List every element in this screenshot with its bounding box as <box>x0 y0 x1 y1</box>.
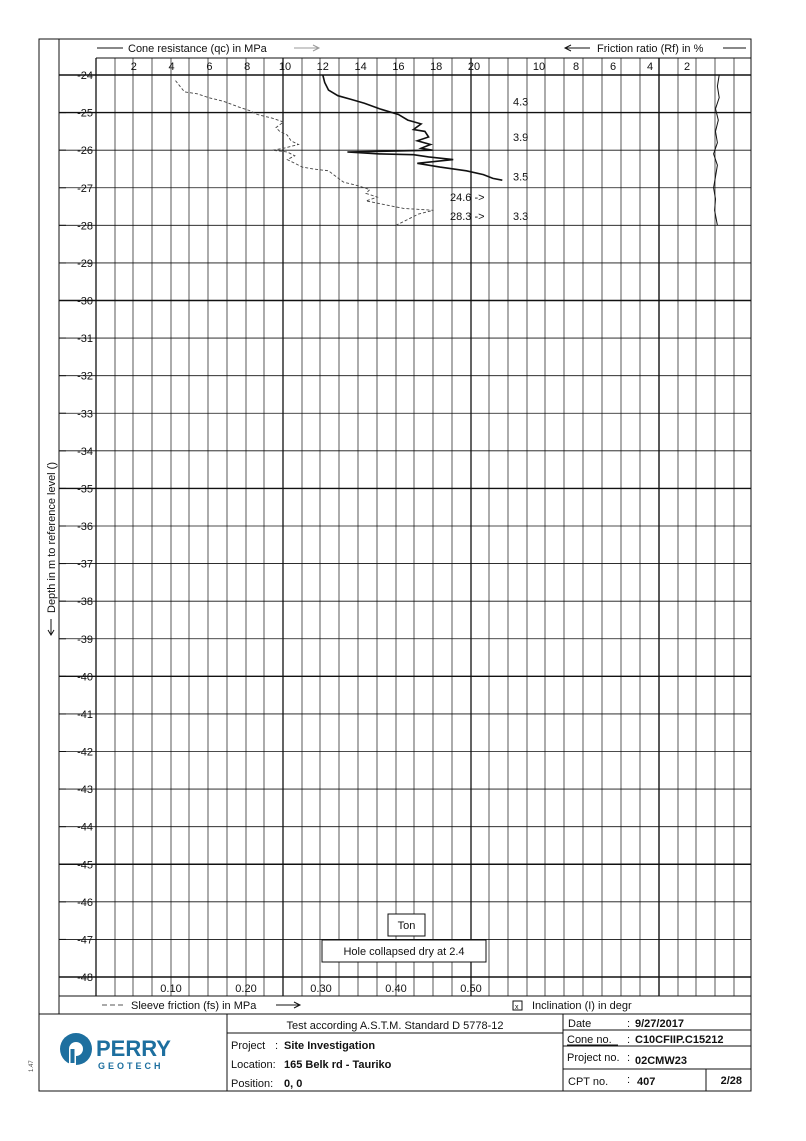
cpt-colon: : <box>627 1074 631 1086</box>
depth-tick-label: -30 <box>77 295 93 308</box>
rf-value-label: 3.3 <box>513 210 529 223</box>
location-label: Location: <box>231 1059 276 1071</box>
project-label: Project <box>231 1040 266 1052</box>
date-label: Date <box>568 1018 592 1030</box>
rf-tick-label: 4 <box>646 61 654 73</box>
qc-tick-label: 4 <box>168 61 175 73</box>
standard-text: Test according A.S.T.M. Standard D 5778-12 <box>286 1020 504 1032</box>
rf-value-label: 3.5 <box>513 171 529 184</box>
qc-tick-label: 14 <box>354 61 367 73</box>
cone-value: C10CFIIP.C15212 <box>635 1034 724 1046</box>
ton-label: Ton <box>397 920 416 932</box>
qc-tick-label: 6 <box>206 61 213 73</box>
position-label: Position: <box>231 1078 274 1090</box>
position-value: 0, 0 <box>284 1078 303 1090</box>
chart-frame <box>59 39 751 1014</box>
qc-offscale-label: 28.3 -> <box>450 210 485 223</box>
depth-tick-label: -45 <box>77 859 93 872</box>
depth-tick-label: -42 <box>77 746 93 759</box>
qc-tick-label: 10 <box>278 61 292 73</box>
qc-offscale-label: 24.6 -> <box>450 192 485 205</box>
fs-axis-title: Sleeve friction (fs) in MPa <box>131 1000 257 1012</box>
depth-tick-label: -24 <box>77 70 93 82</box>
depth-tick-label: -39 <box>77 633 93 646</box>
date-colon: : <box>627 1018 631 1030</box>
projno-value: 02CMW23 <box>635 1055 687 1067</box>
depth-tick-label: -31 <box>77 333 93 346</box>
depth-tick-label: -26 <box>77 145 93 158</box>
fs-tick-label: 0.10 <box>160 983 182 995</box>
depth-axis-title-group <box>46 462 58 635</box>
depth-axis-title: Depth in m to reference level () <box>46 461 58 613</box>
rf-tick-label: 2 <box>683 61 691 73</box>
depth-tick-label: -43 <box>77 784 93 797</box>
projno-label: Project no. <box>567 1052 620 1064</box>
depth-tick-label: -44 <box>77 821 93 834</box>
project-value: Site Investigation <box>284 1040 376 1052</box>
depth-tick-label: -25 <box>77 107 93 120</box>
depth-tick-label: -27 <box>77 182 93 195</box>
depth-tick-label: -46 <box>77 896 93 909</box>
depth-tick-label: -34 <box>77 445 93 458</box>
depth-tick-label: -47 <box>77 934 93 947</box>
hole-note-label: Hole collapsed dry at 2.4 <box>343 946 465 958</box>
qc-tick-label: 2 <box>130 61 137 73</box>
left-arrow-icon <box>48 619 54 635</box>
left-arrow-icon <box>565 45 590 51</box>
qc-tick-label: 18 <box>430 61 443 73</box>
fs-line <box>176 81 434 226</box>
qc-tick-label: 12 <box>316 61 329 73</box>
page-number: 2/28 <box>720 1075 742 1087</box>
right-arrow-icon <box>294 45 319 51</box>
rf-axis-title: Friction ratio (Rf) in % <box>597 43 704 55</box>
cpt-value: 407 <box>637 1076 656 1088</box>
perry-logo-icon <box>60 1033 92 1065</box>
location-value: 165 Belk rd - Tauriko <box>284 1059 392 1071</box>
rf-value-label: 4.3 <box>513 96 529 109</box>
qc-line <box>323 75 503 180</box>
depth-tick-label: -33 <box>77 408 93 421</box>
cone-colon: : <box>627 1034 631 1046</box>
depth-tick-label: -32 <box>77 370 93 383</box>
qc-tick-label: 20 <box>467 61 481 73</box>
cone-label: Cone no. <box>567 1034 612 1046</box>
checkbox-mark: x <box>515 1004 519 1011</box>
rf-tick-label: 6 <box>609 61 617 73</box>
logo-sub: GEOTECH <box>98 1061 164 1071</box>
rf-tick-label: 8 <box>572 61 580 73</box>
depth-tick-label: -40 <box>77 671 93 684</box>
inclination-title: Inclination (I) in degr <box>532 1000 632 1012</box>
fs-tick-label: 0.50 <box>460 983 482 995</box>
grid <box>59 58 751 996</box>
depth-tick-label: -48 <box>77 972 93 984</box>
right-arrow-icon <box>276 1002 300 1008</box>
qc-axis-title: Cone resistance (qc) in MPa <box>128 43 267 55</box>
projno-colon: : <box>627 1052 631 1064</box>
rf-value-label: 3.9 <box>513 132 529 145</box>
logo-name: PERRY <box>96 1036 171 1061</box>
depth-tick-label: -36 <box>77 521 93 533</box>
project-colon: : <box>275 1040 279 1052</box>
fs-tick-label: 0.20 <box>235 983 257 995</box>
cpt-label: CPT no. <box>568 1076 609 1088</box>
depth-tick-label: -28 <box>77 220 93 233</box>
side-code: 1.47 <box>29 1060 35 1072</box>
fs-tick-label: 0.40 <box>385 983 407 995</box>
depth-tick-label: -41 <box>77 708 93 721</box>
qc-tick-label: 8 <box>244 61 251 73</box>
qc-tick-label: 16 <box>392 61 405 73</box>
depth-tick-label: -37 <box>77 558 93 571</box>
depth-tick-label: -29 <box>77 257 93 270</box>
depth-tick-label: -38 <box>77 596 93 609</box>
depth-tick-label: -35 <box>77 483 93 496</box>
tick-labels <box>77 61 690 995</box>
fs-tick-label: 0.30 <box>310 983 332 995</box>
rf-tick-label: 10 <box>532 61 546 73</box>
date-value: 9/27/2017 <box>635 1018 684 1030</box>
